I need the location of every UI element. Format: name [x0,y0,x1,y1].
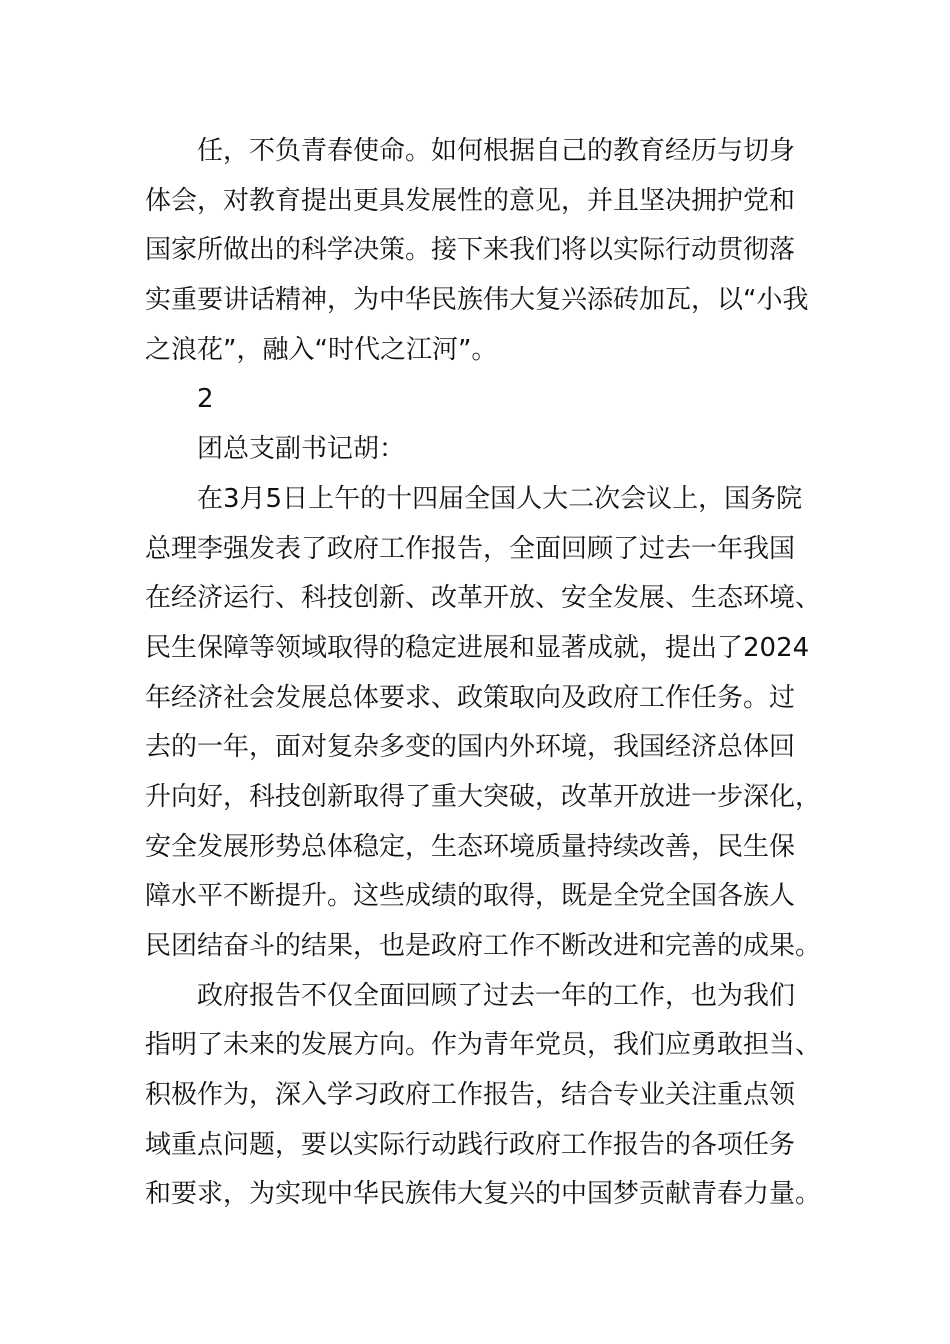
paragraph-line: 和要求，为实现中华民族伟大复兴的中国梦贡献青春力量。 [145,1179,822,1210]
document-body [145,127,822,1220]
paragraph-line: 障水平不断提升。这些成绩的取得，既是全党全国各族人 [145,881,796,912]
paragraph-line: 民团结奋斗的结果，也是政府工作不断改进和完善的成果。 [145,931,822,961]
paragraph-line: 积极作为，深入学习政府工作报告，结合专业关注重点领 [145,1080,796,1111]
paragraph-line: 任，不负青春使命。如何根据自己的教育经历与切身 [197,136,796,166]
paragraph-line: 去的一年，面对复杂多变的国内外环境，我国经济总体回 [145,732,796,763]
paragraph-line: 民生保障等领域取得的稳定进展和显著成就，提出了2024 [145,632,810,663]
paragraph-line: 指明了未来的发展方向。作为青年党员，我们应勇敢担当、 [145,1030,822,1061]
paragraph-line: 国家所做出的科学决策。接下来我们将以实际行动贯彻落 [145,235,796,266]
paragraph-line: 实重要讲话精神，为中华民族伟大复兴添砖加瓦，以“小我 [145,285,809,316]
paragraph-line: 在3月5日上午的十四届全国人大二次会议上，国务院 [197,483,803,514]
paragraph-line: 总理李强发表了政府工作报告，全面回顾了过去一年我国 [145,533,796,564]
paragraph-line: 在经济运行、科技创新、改革开放、安全发展、生态环境、 [145,583,822,614]
paragraph-line: 政府报告不仅全面回顾了过去一年的工作，也为我们 [197,980,796,1011]
speaker-heading: 团总支副书记胡： [197,434,406,465]
paragraph-line: 域重点问题，要以实际行动践行政府工作报告的各项任务 [145,1129,796,1160]
paragraph-line: 体会，对教育提出更具发展性的意见，并且坚决拥护党和 [145,185,796,216]
paragraph-line: 安全发展形势总体稳定，生态环境质量持续改善，民生保 [145,831,796,862]
paragraph-line: 年经济社会发展总体要求、政策取向及政府工作任务。过 [145,682,796,713]
paragraph-line: 升向好，科技创新取得了重大突破，改革开放进一步深化， [145,781,822,812]
section-number: 2 [197,384,214,415]
paragraph-line: 之浪花”，融入“时代之江河”。 [145,334,498,365]
